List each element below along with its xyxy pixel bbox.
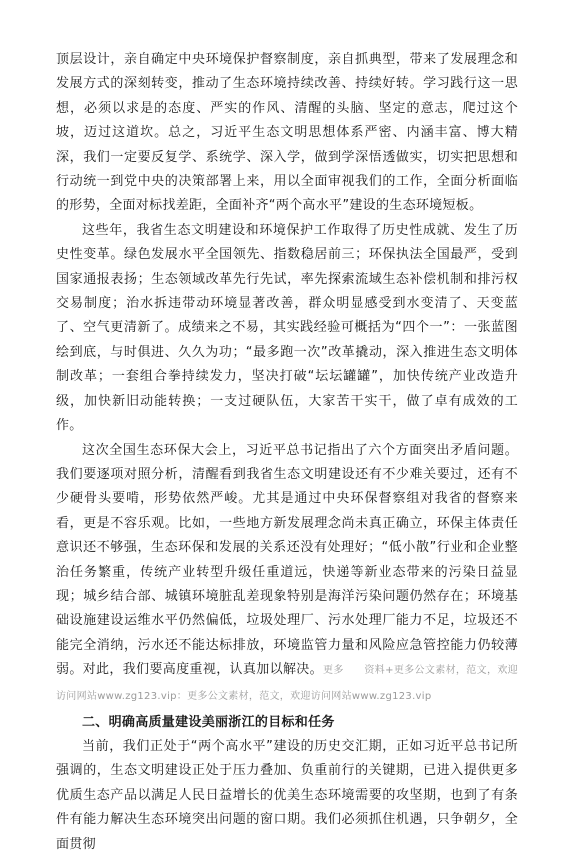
watermark-text: 更多 资料+更多公文素材，范文，欢迎访问网站www.zg123.vip：更多公文素材，范文，欢迎访问网站www.zg123.vip (56, 665, 518, 702)
paragraph-current-situation: 当前，我们正处于“两个高水平”建设的历史交汇期，正如习近平总书记所强调的，生态文明建设正处于压力叠加、负重前行的关键期，已进入提供更多优质生态产品以满足人民日益增长的优美生态环境需要的攻坚期，也到了有条件有能力解决生态环境突出问题的窗口期。我们必须抓住机遇，只争朝夕，全面贯彻 (56, 738, 518, 852)
paragraph-achievements: 这些年，我省生态文明建设和环境保护工作取得了历史性成就、发生了历史性变革。绿色发展水平全国领先、指数稳居前三；环保执法全国最严，受到国家通报表扬；生态领域改革先行先试，率先探索流域生态补偿机制和排污权交易制度；治水拆违带动环境显著改善，群众明显感受到水变清了、天变蓝了、空气更清新了。成绩来之不易，其实践经验可概括为“四个一”：一张蓝图绘到底，与时俱进、久久为功；“最多跑一次”改革撬动，深入推进生态文明体制改革；一套组合拳持续发力，坚决打破“坛坛罐罐”，加快传统产业改造升级，加快新旧动能转换；一支过硬队伍，大家苦干实干，做了卓有成效的工作。 (56, 222, 518, 434)
paragraph-problems (56, 439, 518, 709)
paragraph-continuation: 顶层设计，亲自确定中央环境保护督察制度，亲自抓典型，带来了发展理念和发展方式的深刻转变，推动了生态环境持续改善、持续好转。学习践行这一思想，必须以求是的态度、严实的作风、清醒的头脑、坚定的意志，爬过这个坡，迈过这道坎。总之，习近平生态文明思想体系严密、内涵丰富、博大精深，我们一定要反复学、系统学、深入学，做到学深悟透做实，切实把思想和行动统一到党中央的决策部署上来，用以全面审视我们的工作，全面分析面临的形势，全面对标找差距，全面补齐“两个高水平”建设的生态环境短板。 (56, 52, 518, 214)
paragraph-problems-text: 这次全国生态环保大会上，习近平总书记指出了六个方面突出矛盾问题。我们要逐项对照分析，清醒看到我省生态文明建设还有不少难关要过，还有不少硬骨头要啃，形势依然严峻。尤其是通过中央环保督察组对我省的督察来看，更是不容乐观。比如，一些地方新发展理念尚未真正确立，环保主体责任意识还不够强，生态环保和发展的关系还没有处理好；“低小散”行业和企业整治任务繁重，传统产业转型升级任重道远，快递等新业态带来的污染日益显现；城乡结合部、城镇环境脏乱差现象特别是海洋污染问题仍然存在；环境基础设施建设运维水平仍然偏低，垃圾处理厂、污水处理厂能力不足，垃圾还不能完全消纳，污水还不能达标排放，环境监管力量和风险应急管控能力仍较薄弱。对此，我们要高度重视，认真加以解决。 (56, 442, 518, 678)
document-page (56, 48, 518, 857)
section-heading: 二、明确高质量建设美丽浙江的目标和任务 (82, 714, 335, 730)
